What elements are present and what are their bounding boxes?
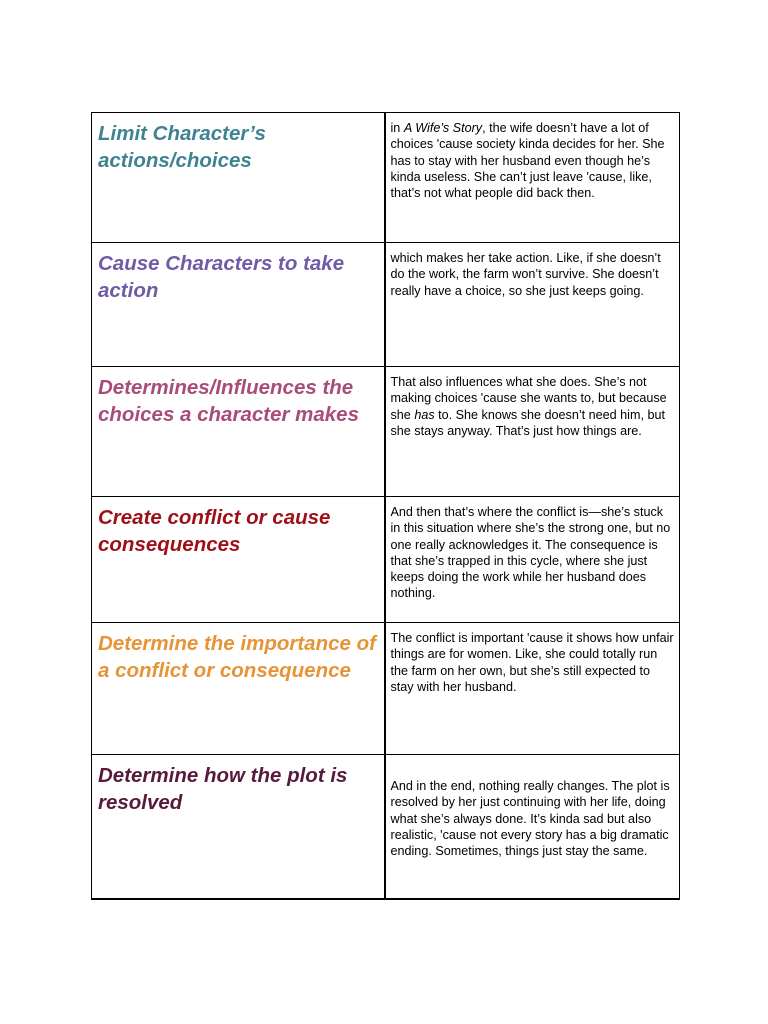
table-row — [92, 623, 680, 755]
row-description: which makes her take action. Like, if she doesn’t do the work, the farm won’t survive. She doesn’t really have a choice, so she just keeps going. — [390, 251, 661, 298]
table-row — [92, 113, 680, 243]
row-heading: Determine how the plot is resolved — [98, 764, 348, 814]
table-row — [92, 755, 680, 899]
heading-cell — [92, 497, 385, 623]
heading-cell — [92, 243, 385, 367]
row-heading: Create conflict or cause consequences — [98, 506, 331, 556]
table-row — [92, 367, 680, 497]
heading-cell — [92, 755, 385, 899]
row-description: The conflict is important 'cause it shows how unfair things are for women. Like, she could totally run the farm on her own, but she’s still expected to stay with her husband. — [390, 631, 674, 694]
table-row — [92, 243, 680, 367]
table-row — [92, 497, 680, 623]
row-description: That also influences what she does. She’s not making choices 'cause she wants to, but because she has to. She knows she doesn’t need him, but she stays anyway. That’s just how things are. — [390, 375, 667, 438]
description-cell — [385, 367, 680, 497]
plot-elements-table — [91, 112, 680, 900]
book-title: A Wife’s Story — [403, 121, 483, 135]
row-description: And then that’s where the conflict is—she’s stuck in this situation where she’s the strong one, but no one really acknowledges it. The consequence is that she’s trapped in this cycle, where she just keeps doing the work while her husband does nothing. — [390, 505, 671, 601]
row-heading: Determine the importance of a conflict or consequence — [98, 632, 376, 682]
heading-cell — [92, 367, 385, 497]
description-cell — [385, 497, 680, 623]
row-heading: Determines/Influences the choices a character makes — [98, 376, 359, 426]
description-cell — [385, 243, 680, 367]
row-heading: Cause Characters to take action — [98, 252, 345, 302]
row-description: And in the end, nothing really changes. The plot is resolved by her just continuing with her life, doing what she’s always done. It’s kinda sad but also realistic, 'cause not every story has a big dramatic ending. Sometimes, things just stay the same. — [390, 779, 670, 859]
heading-cell — [92, 113, 385, 243]
description-cell — [385, 623, 680, 755]
heading-cell — [92, 623, 385, 755]
emphasis-word: has — [414, 407, 435, 422]
description-cell — [385, 755, 680, 899]
description-cell — [385, 113, 680, 243]
row-description: in A Wife’s Story, the wife doesn’t have a lot of choices 'cause society kinda decides for her. She has to stay with her husband even though he’s kinda useless. She can’t just leave 'cause, like, that’s not what people did back then. — [390, 121, 665, 201]
row-heading: Limit Character’s actions/choices — [98, 122, 266, 172]
